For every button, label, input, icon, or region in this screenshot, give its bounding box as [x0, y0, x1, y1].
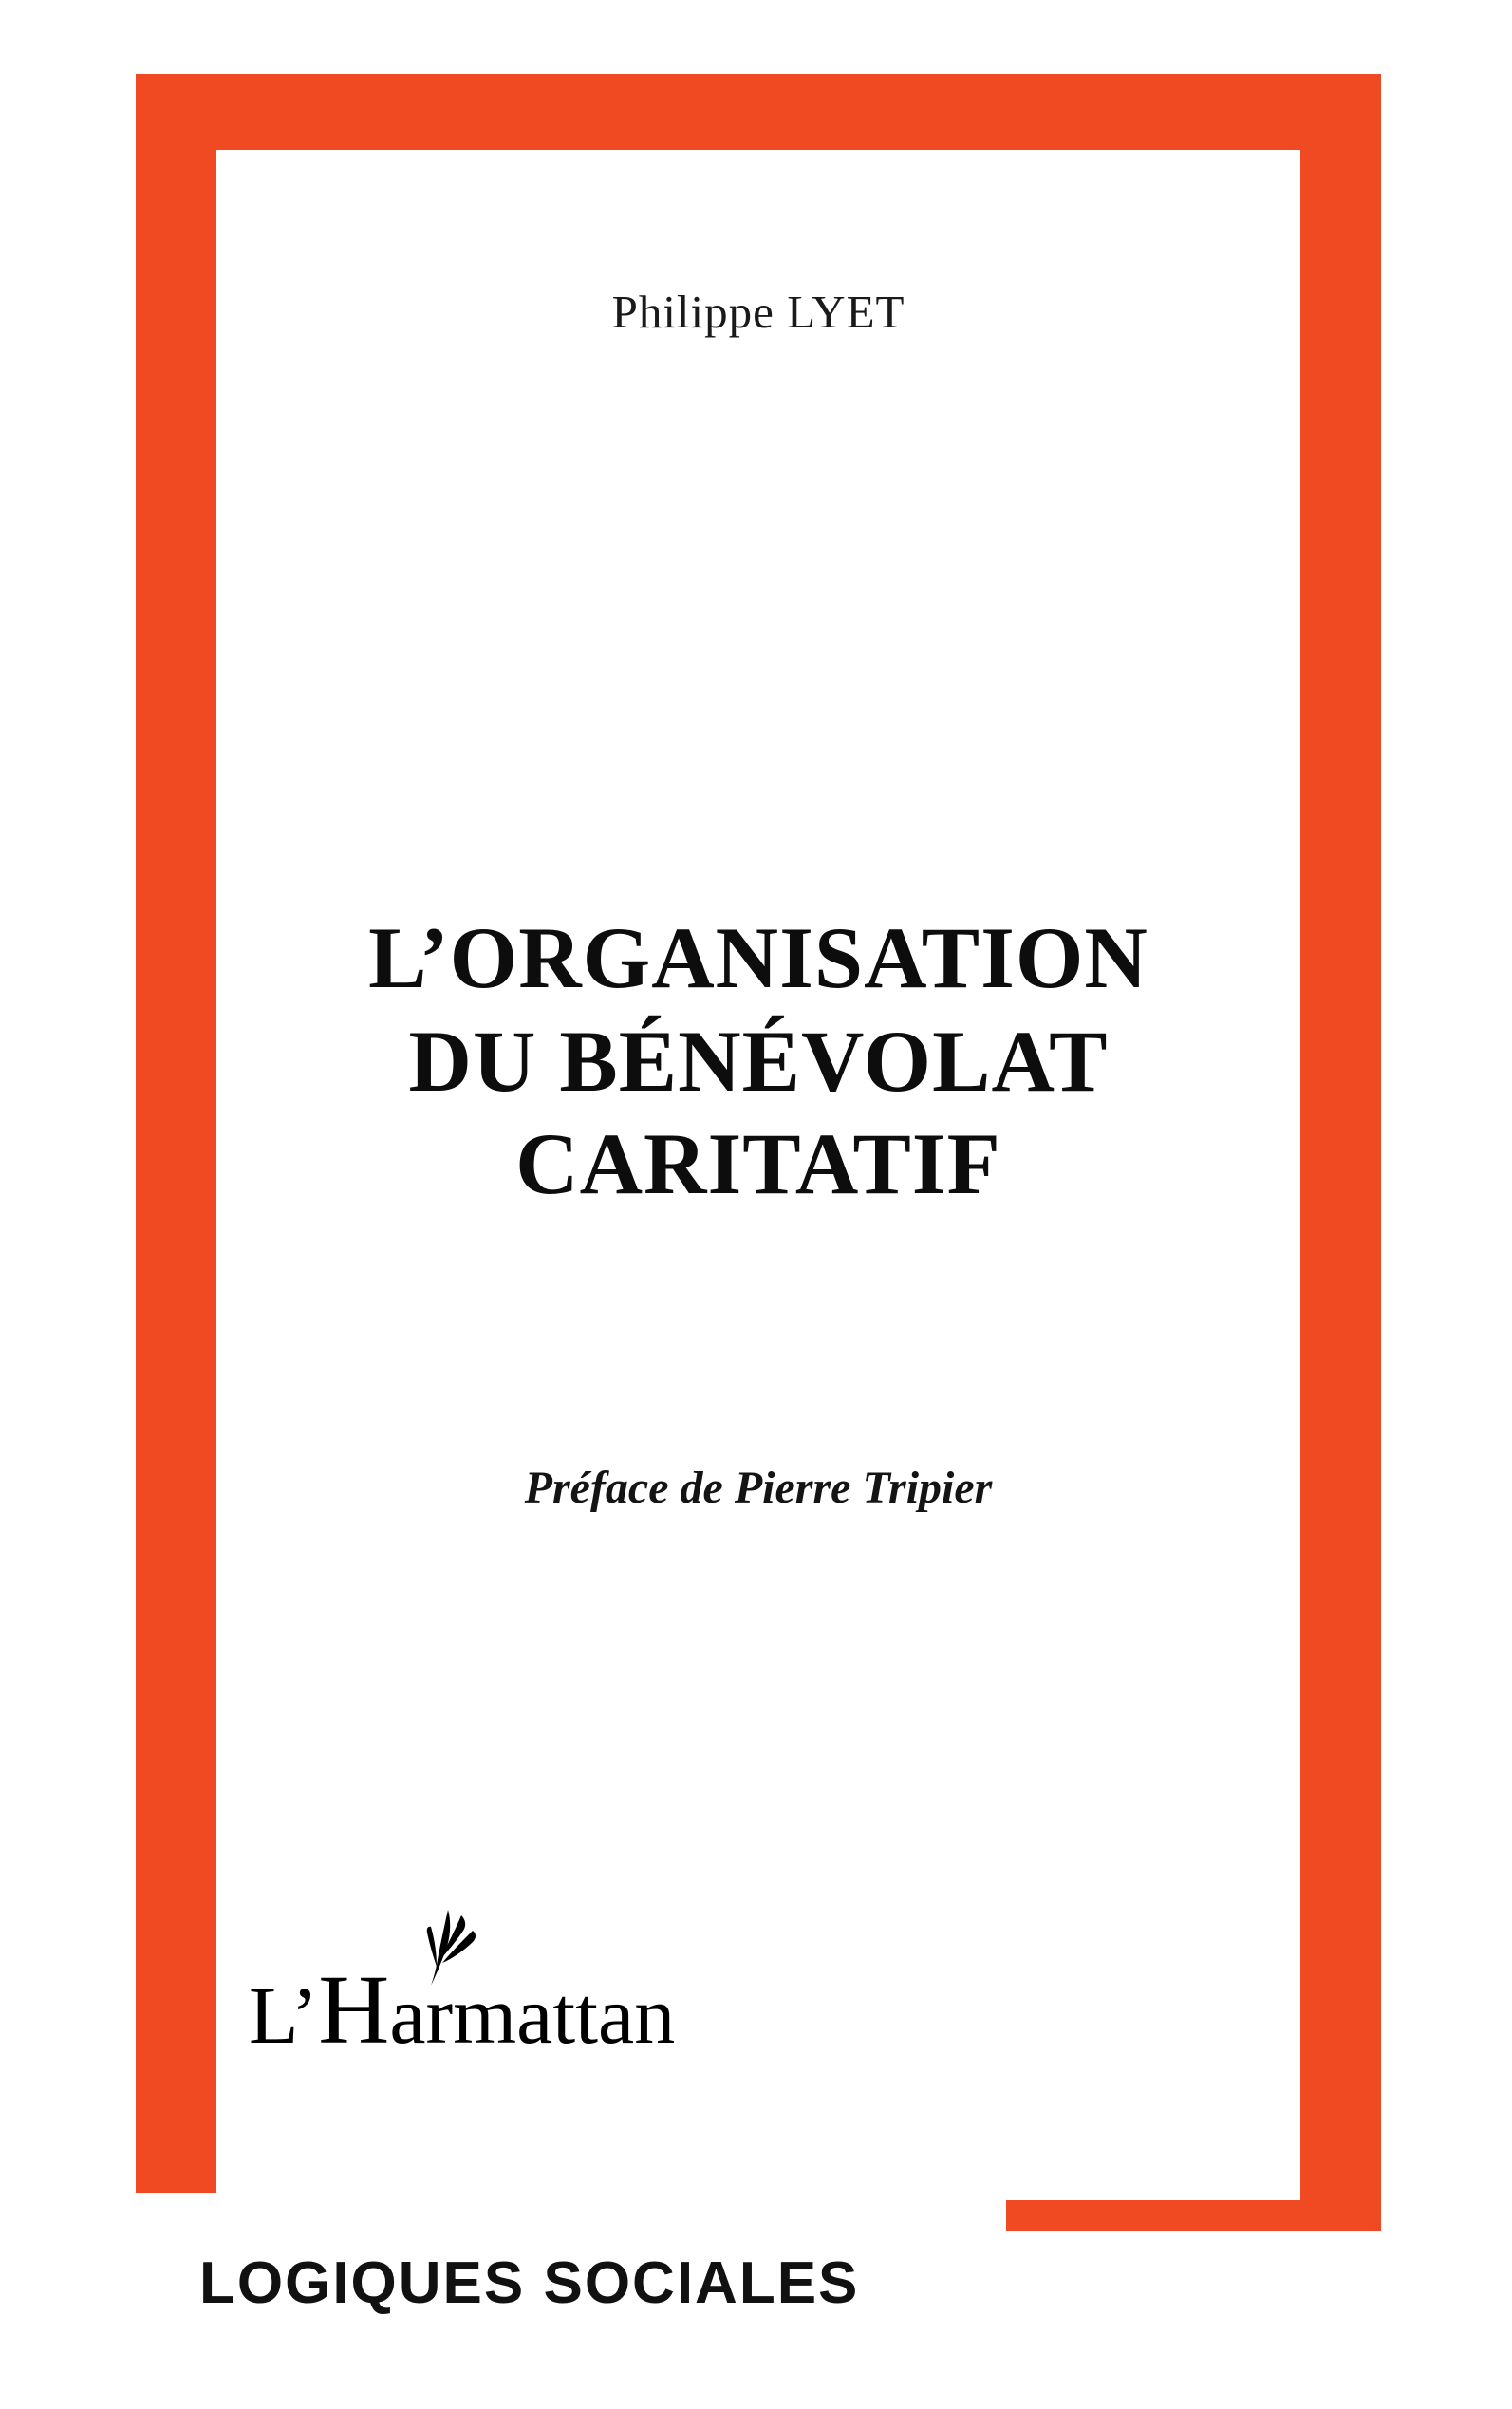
publisher-initial: H [318, 1955, 390, 2064]
cover-frame-left [136, 74, 216, 2193]
book-title [216, 906, 1300, 1216]
title-line-2: DU BÉNÉVOLAT [408, 1012, 1109, 1110]
title-line-3: CARITATIF [515, 1115, 1001, 1213]
title-line-1: L’ORGANISATION [368, 909, 1148, 1006]
cover-frame-right [1300, 74, 1381, 2231]
preface-credit: Préface de Pierre Tripier [524, 1463, 993, 1513]
author-name: Philippe LYET [611, 286, 905, 338]
publisher-rest: armattan [389, 1970, 676, 2061]
publisher-prefix: L’ [249, 1970, 319, 2061]
wheat-leaf-icon [393, 1906, 497, 1988]
cover-frame-top [136, 74, 1381, 150]
collection-name: LOGIQUES SOCIALES [199, 2250, 860, 2316]
publisher-logo [249, 1898, 742, 2088]
